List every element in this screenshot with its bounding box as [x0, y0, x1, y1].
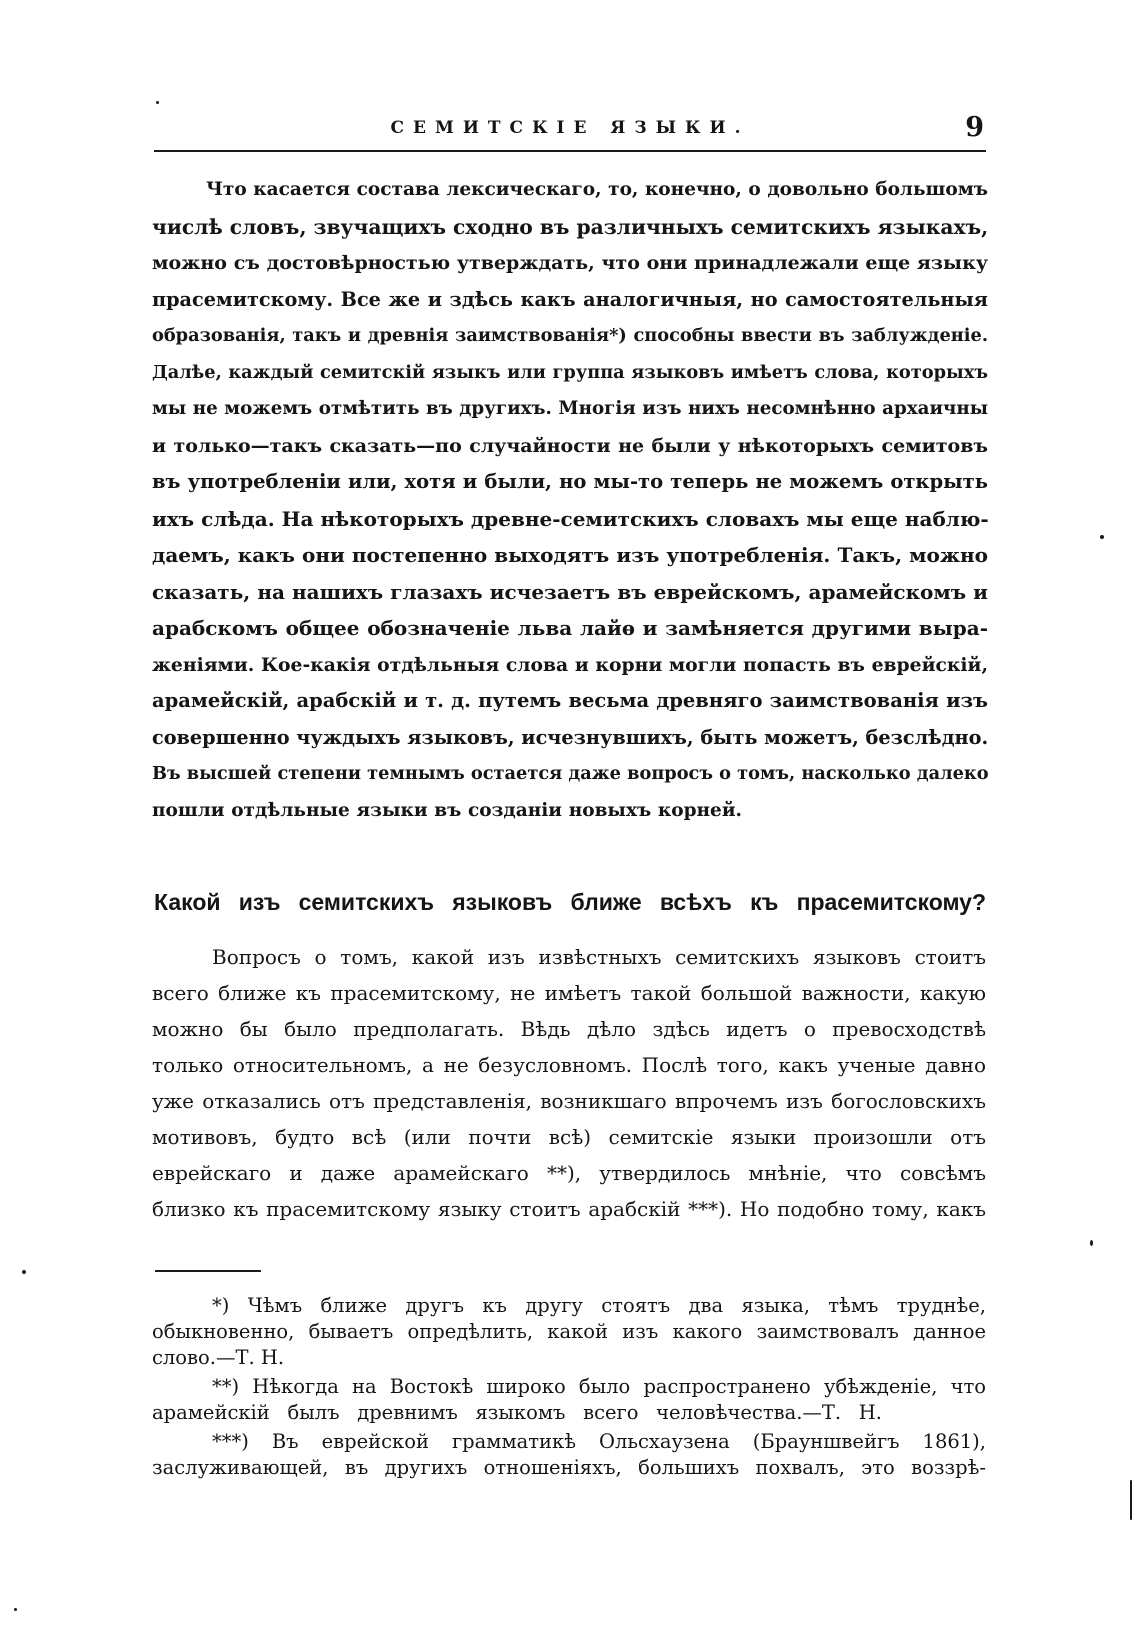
footnote-rule — [155, 1270, 261, 1272]
paragraph-line: образованія, такъ и древнія заимствованія*) способны ввести въ заблужденіе. — [152, 325, 988, 346]
section-heading: Какой изъ семитскихъ языковъ ближе всѣхъ къ прасемитскому? — [154, 889, 986, 915]
footnote-line: ***) Въ еврейской грамматикѣ Ольсхаузена (Брауншвейгъ 1861), — [212, 1430, 986, 1453]
paragraph-line: пошли отдѣльные языки въ созданіи новыхъ корней. — [152, 800, 742, 821]
paragraph-line: женіями. Кое-какія отдѣльныя слова и корни могли попасть въ еврейскій, — [152, 654, 988, 676]
speck-mark — [14, 1608, 17, 1611]
paragraph-line: сказать, на нашихъ глазахъ исчезаетъ въ еврейскомъ, арамейскомъ и — [152, 580, 988, 604]
paragraph-line: арамейскій, арабскій и т. д. путемъ весьма древняго заимствованія изъ — [152, 689, 988, 712]
footnote-line: *) Чѣмъ ближе другъ къ другу стоятъ два языка, тѣмъ труднѣе, — [212, 1294, 986, 1317]
paragraph-line: совершенно чуждыхъ языковъ, исчезнувшихъ, быть можетъ, безслѣдно. — [152, 726, 989, 749]
paragraph-line: всего ближе къ прасемитскому, не имѣетъ такой большой важности, какую — [152, 981, 986, 1005]
running-title: СЕМИТСКІЕ ЯЗЫКИ. — [390, 118, 750, 138]
paragraph-line: и только—такъ сказать—по случайности не были у нѣкоторыхъ семитовъ — [152, 435, 988, 457]
footnote-line: заслуживающей, въ другихъ отношеніяхъ, большихъ похвалъ, это воззрѣ- — [152, 1456, 986, 1479]
paragraph-line: Далѣе, каждый семитскій языкъ или группа языковъ имѣетъ слова, которыхъ — [152, 362, 988, 383]
paragraph-line: прасемитскому. Все же и здѣсь какъ аналогичныя, но самостоятельныя — [152, 288, 988, 311]
paragraph-line: ихъ слѣда. На нѣкоторыхъ древне-семитскихъ словахъ мы еще наблю- — [152, 507, 989, 531]
paragraph-line: въ употребленіи или, хотя и были, но мы-то теперь не можемъ открыть — [152, 470, 988, 493]
paragraph-line: арабскомъ общее обозначеніе льва лайѳ и замѣняется другими выра- — [152, 616, 988, 640]
paragraph-line: мы не можемъ отмѣтить въ другихъ. Многія изъ нихъ несомнѣнно архаичны — [152, 398, 988, 419]
paragraph-line: даемъ, какъ они постепенно выходятъ изъ употребленія. Такъ, можно — [152, 543, 988, 567]
paragraph-line: мотивовъ, будто всѣ (или почти всѣ) семитскіе языки произошли отъ — [152, 1125, 986, 1149]
footnote-line: арамейскій былъ древнимъ языкомъ всего человѣчества.—Т. Н. — [152, 1401, 882, 1424]
paragraph-line: Что касается состава лексическаго, то, конечно, о довольно большомъ — [206, 179, 988, 200]
paragraph-line: числѣ словъ, звучащихъ сходно въ различныхъ семитскихъ языкахъ, — [152, 215, 989, 239]
paragraph-line: Въ высшей степени темнымъ остается даже вопросъ о томъ, насколько далеко — [152, 763, 989, 784]
speck-mark — [156, 101, 159, 104]
paragraph-line: Вопросъ о томъ, какой изъ извѣстныхъ семитскихъ языковъ стоитъ — [212, 945, 986, 969]
paragraph-line: еврейскаго и даже арамейскаго **), утвердилось мнѣніе, что совсѣмъ — [152, 1161, 986, 1185]
paragraph-line: только относительномъ, а не безусловномъ. Послѣ того, какъ ученые давно — [152, 1053, 986, 1077]
footnote-line: **) Нѣкогда на Востокѣ широко было распространено убѣжденіе, что — [212, 1375, 986, 1398]
footnote-line: слово.—Т. Н. — [152, 1346, 285, 1369]
paragraph-line: можно бы было предполагать. Вѣдь дѣло здѣсь идетъ о превосходствѣ — [152, 1017, 986, 1041]
running-header — [154, 108, 986, 152]
footnote-line: обыкновенно, бываетъ опредѣлить, какой изъ какого заимствовалъ данное — [152, 1320, 986, 1343]
speck-mark — [22, 1270, 26, 1274]
page-number: 9 — [965, 112, 984, 143]
paragraph-line: близко къ прасемитскому языку стоитъ арабскій ***). Но подобно тому, какъ — [152, 1197, 986, 1221]
speck-mark — [1100, 535, 1104, 539]
speck-mark — [1130, 1480, 1132, 1520]
paragraph-line: уже отказались отъ представленія, возникшаго впрочемъ изъ богословскихъ — [152, 1089, 986, 1113]
speck-mark — [1090, 1240, 1093, 1246]
paragraph-line: можно съ достовѣрностью утверждать, что они принадлежали еще языку — [152, 252, 988, 274]
